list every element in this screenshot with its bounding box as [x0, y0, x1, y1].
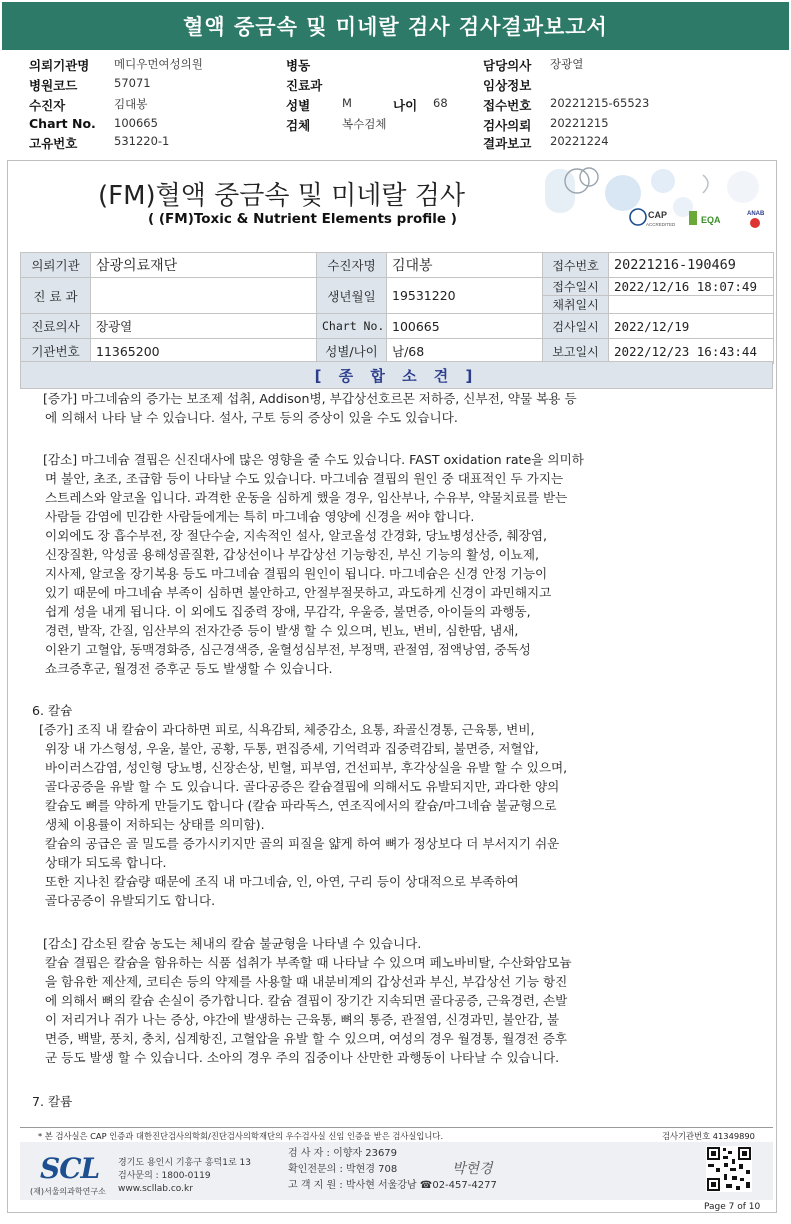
info-row-2 — [0, 76, 791, 95]
info-label: 결과보고 — [483, 136, 532, 151]
patient-key: 보고일시 — [543, 339, 609, 364]
info-label: 검사의뢰 — [483, 118, 532, 133]
text-line: 에 의해서 나타 날 수 있습니다. 설사, 구토 등의 증상이 있을 수도 있습니다. — [45, 410, 458, 425]
patient-key: 채취일시 — [543, 296, 609, 314]
info-row-1 — [0, 56, 791, 75]
info-value: 57071 — [114, 76, 151, 90]
patient-value: 남/68 — [387, 339, 543, 364]
text-line: [증가] 마그네슘의 증가는 보조제 섭취, Addison병, 부갑상선호르몬 저하증, 신부전, 약물 복용 등 — [43, 391, 577, 406]
text-line: 면증, 백발, 풍치, 충치, 심계항진, 고혈압을 유발 할 수 있으며, 여성의 경우 월경통, 월경전 증후 — [45, 1031, 568, 1046]
report-title: (FM)혈액 중금속 및 미네랄 검사 — [98, 181, 466, 211]
info-value: 68 — [433, 96, 448, 110]
info-value: 장광열 — [550, 57, 584, 71]
patient-key: Chart No. — [317, 314, 387, 339]
info-label: Chart No. — [29, 116, 96, 131]
text-line: [증가] 조직 내 칼슘이 과다하면 피로, 식욕감퇴, 체중감소, 요통, 좌골신경통, 근육통, 변비, — [39, 722, 535, 737]
bubble-icon — [651, 169, 675, 193]
lab-address — [118, 1157, 251, 1196]
text-line: 골다공증을 유발 할 수 도 있습니다. 골다공증은 칼슘결핍에 의해서도 유발되지만, 과다한 양의 — [45, 779, 560, 794]
info-label: 나이 — [393, 98, 418, 113]
text-line: 있기 때문에 마그네슘 부족이 심하면 불안하고, 안절부절못하고, 과도하게 신경이 과민해지고 — [45, 585, 552, 600]
patient-value: 20221216-190469 — [609, 253, 774, 278]
info-value: 김대봉 — [114, 97, 148, 111]
info-label: 의뢰기관명 — [29, 58, 90, 73]
info-label: 접수번호 — [483, 98, 532, 113]
text-line: 바이러스감염, 성인형 당뇨병, 신장손상, 빈혈, 피부염, 건선피부, 후각상실을 유발 할 수 있으며, — [45, 760, 568, 775]
patient-key: 수진자명 — [317, 253, 387, 278]
patient-key: 진료의사 — [21, 314, 91, 339]
text-line: 이 저리거나 쥐가 나는 증상, 야간에 발생하는 근육통, 뼈의 통증, 관절염, 신경과민, 불안감, 불 — [45, 1012, 560, 1027]
section-heading-calcium: 6. 칼슘 — [32, 703, 73, 718]
lab-registration-number: 검사기관번호 41349890 — [662, 1131, 755, 1141]
info-value: 531220-1 — [114, 134, 170, 148]
text-line: 사람들 감염에 민감한 사람들에게는 특히 마그네슘 영양에 신경을 써야 합니다. — [45, 509, 475, 524]
info-label: 검체 — [286, 118, 311, 133]
bubble-icon — [727, 171, 759, 203]
text-line: 위장 내 가스형성, 우울, 불안, 공황, 두통, 편집증세, 기억력과 집중력감퇴, 불면증, 저혈압, — [45, 741, 539, 756]
website-link[interactable]: www.scllab.co.kr — [118, 1184, 193, 1194]
info-value: 100665 — [114, 116, 158, 130]
footer-divider — [20, 1127, 773, 1128]
patient-info-table — [20, 252, 774, 364]
anab-badge-text: ANAB — [747, 211, 765, 217]
support-line: 고 객 지 원 : 박사현 서울강남 ☎02-457-4277 — [288, 1180, 497, 1191]
patient-value: 김대봉 — [387, 253, 543, 278]
patient-value: 장광열 — [91, 314, 317, 339]
report-subtitle: ( (FM)Toxic & Nutrient Elements profile ) — [148, 211, 457, 227]
patient-key: 검사일시 — [543, 314, 609, 339]
report-banner-title: 혈액 중금속 및 미네랄 검사 검사결과보고서 — [2, 2, 789, 50]
text-line: 스트레스와 알코올 입니다. 과격한 운동을 심하게 했을 경우, 임산부나, 수유부, 약물치료를 받는 — [45, 490, 568, 505]
findings-body — [0, 390, 791, 1120]
info-row-3 — [0, 96, 791, 115]
patient-value — [91, 278, 317, 314]
info-label: 진료과 — [286, 78, 323, 93]
patient-row — [21, 278, 774, 296]
patient-value: 19531220 — [387, 278, 543, 314]
info-value: 20221224 — [550, 134, 609, 148]
tester-line: 검 사 자 : 이향자 23679 — [288, 1148, 398, 1159]
patient-key: 생년월일 — [317, 278, 387, 314]
info-label: 고유번호 — [29, 136, 78, 151]
certification-note: * 본 검사실은 CAP 인증과 대한진단검사의학회/진단검사의학재단의 우수검사실 신임 인증을 받은 검사실입니다. — [38, 1131, 444, 1141]
text-line: 며 불안, 초조, 조급함 등이 나타날 수도 있습니다. 마그네슘 결핍의 원인 중 대표적인 두 가지는 — [45, 471, 564, 486]
patient-row — [21, 339, 774, 364]
qr-code-icon — [706, 1146, 752, 1192]
text-line: 이외에도 장 흡수부전, 장 절단수술, 지속적인 설사, 알코올성 간경화, 당뇨병성산증, 췌장염, — [45, 528, 548, 543]
text-line: [감소] 감소된 칼슘 농도는 체내의 칼슘 불균형을 나타낼 수 있습니다. — [43, 936, 422, 951]
physician-signature: 박현경 — [452, 1161, 493, 1177]
anab-seal-icon — [750, 218, 760, 228]
info-label: 임상정보 — [483, 78, 532, 93]
text-line: 골다공증이 유발되기도 합니다. — [45, 893, 216, 908]
info-label: 수진자 — [29, 98, 66, 113]
patient-value — [609, 296, 774, 314]
text-line: 생체 이용률이 저하되는 상태를 의미함). — [45, 817, 265, 832]
summary-title: [ 종 합 소 견 ] — [314, 366, 479, 385]
info-label: 성별 — [286, 98, 311, 113]
patient-key: 성별/나이 — [317, 339, 387, 364]
info-row-5 — [0, 134, 791, 153]
patient-value: 2022/12/23 16:43:44 — [609, 339, 774, 364]
contact-phone: 검사문의 : 1800-0119 — [118, 1171, 211, 1181]
summary-header — [20, 361, 773, 389]
text-line: 이완기 고혈압, 동맥경화증, 심근경색증, 울혈성심부전, 부정맥, 관절염, 점액낭염, 중독성 — [45, 642, 531, 657]
patient-key: 기관번호 — [21, 339, 91, 364]
info-label: 병원코드 — [29, 78, 78, 93]
patient-key: 진 료 과 — [21, 278, 91, 314]
text-line: [감소] 마그네슘 결핍은 신진대사에 많은 영향을 줄 수도 있습니다. FAST oxidation rate을 의미하 — [43, 452, 584, 467]
patient-row — [21, 253, 774, 278]
eqa-badge-text: EQA — [701, 215, 721, 225]
text-line: 칼슘도 뼈를 약하게 만들기도 합니다 (칼슘 파라독스, 연조직에서의 칼슘/마그네슘 불균형으로 — [45, 798, 557, 813]
text-line: 에 의해서 뼈의 칼슘 손실이 증가합니다. 칼슘 결핍이 장기간 지속되면 골다공증, 근육경련, 손발 — [45, 993, 568, 1008]
patient-value: 2022/12/16 18:07:49 — [609, 278, 774, 296]
header-artwork — [543, 167, 775, 239]
text-line: 지사제, 알코올 장기복용 등도 마그네슘 결핍의 원인이 됩니다. 마그네슘은 신경 안정 기능이 — [45, 566, 548, 581]
patient-value: 2022/12/19 — [609, 314, 774, 339]
info-value: 20221215-65523 — [550, 96, 650, 110]
text-line: 칼슘 결핍은 칼슘을 함유하는 식품 섭취가 부족할 때 나타날 수 있으며 페노바비탈, 수산화암모늄 — [45, 955, 572, 970]
section-heading-potassium: 7. 칼륨 — [32, 1094, 73, 1109]
patient-value: 삼광의료재단 — [91, 253, 317, 278]
text-line: 쉽게 성을 내게 됩니다. 이 외에도 집중력 장애, 무감각, 우울증, 불면증, 아이들의 과행동, — [45, 604, 531, 619]
text-line: 경련, 발작, 간질, 임산부의 전자간증 등이 발생 할 수 있으며, 빈뇨, 변비, 심한땀, 냄새, — [45, 623, 519, 638]
cap-badge-text: CAP — [648, 210, 668, 220]
text-line: 군 등도 발생 할 수 있습니다. 소아의 경우 주의 집중이나 산만한 과행동이 나타날 수 있습니다. — [45, 1050, 560, 1065]
info-label: 담당의사 — [483, 58, 532, 73]
text-line: 신장질환, 악성골 용해성골질환, 갑상선이나 부갑상선 기능항진, 부신 기능의 활성, 이뇨제, — [45, 547, 540, 562]
info-value: 복수검체 — [342, 117, 387, 131]
page-number: Page 7 of 10 — [704, 1202, 761, 1212]
info-value: 메디우먼여성의원 — [114, 57, 203, 71]
bubble-icon — [605, 175, 641, 211]
address-line: 경기도 용인시 기흥구 흥덕1로 13 — [118, 1158, 251, 1168]
patient-row — [21, 314, 774, 339]
patient-value: 11365200 — [91, 339, 317, 364]
lm-logo-icon — [689, 211, 697, 225]
patient-key: 접수일시 — [543, 278, 609, 296]
cap-badge-subtext: ACCREDITED — [646, 222, 676, 227]
scl-logo: SCL — [40, 1152, 100, 1185]
info-value: M — [342, 96, 352, 110]
info-value: 20221215 — [550, 116, 609, 130]
patient-value: 100665 — [387, 314, 543, 339]
text-line: 쇼크증후군, 월경전 증후군 등도 발생할 수 있습니다. — [45, 661, 333, 676]
info-label: 병동 — [286, 58, 311, 73]
info-row-4 — [0, 116, 791, 135]
text-line: 칼슘의 공급은 골 밀도를 증가시키지만 골의 피질을 얇게 하여 뼈가 정상보다 더 부서지기 쉬운 — [45, 836, 560, 851]
text-line: 또한 지나친 칼슘량 때문에 조직 내 마그네슘, 인, 아연, 구리 등이 상대적으로 부족하여 — [45, 874, 519, 889]
text-line: 상태가 되도록 합니다. — [45, 855, 167, 870]
scl-org-name: (재)서울의과학연구소 — [30, 1187, 106, 1196]
patient-key: 접수번호 — [543, 253, 609, 278]
text-line: 을 함유한 제산제, 코티손 등의 약제를 사용할 때 내분비계의 갑상선과 부신, 부갑상선 기능 항진 — [45, 974, 568, 989]
physician-line: 확인전문의 : 박현경 708 — [288, 1164, 398, 1175]
patient-key: 의뢰기관 — [21, 253, 91, 278]
